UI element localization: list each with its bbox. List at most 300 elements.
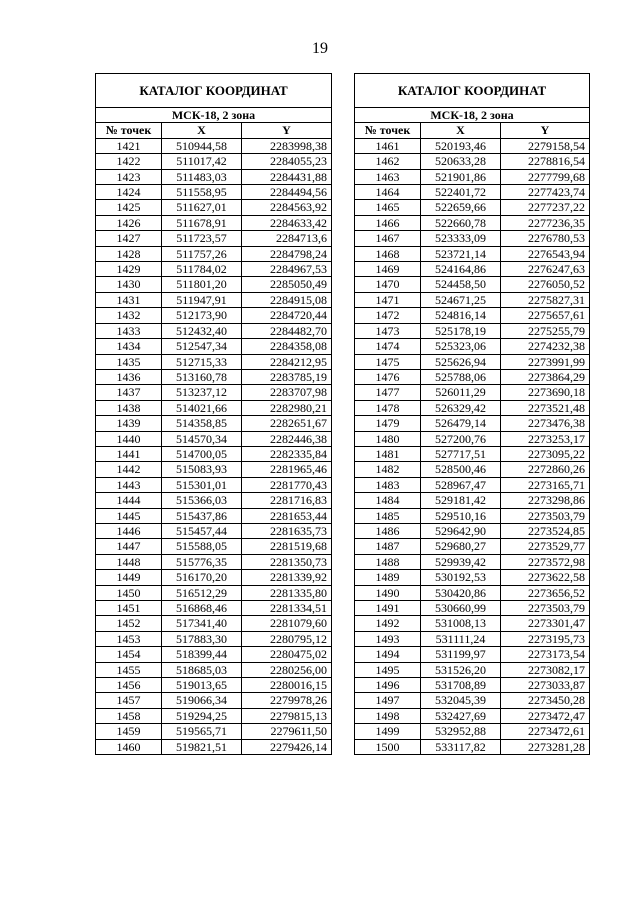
point-number-cell: 1463 <box>355 169 421 184</box>
table-row <box>96 262 332 277</box>
point-number-cell: 1426 <box>96 215 162 230</box>
point-number-cell: 1425 <box>96 200 162 215</box>
x-coordinate-cell: 517883,30 <box>162 631 242 646</box>
x-coordinate-cell: 514700,05 <box>162 446 242 461</box>
table-row <box>96 339 332 354</box>
table-row <box>96 431 332 446</box>
y-coordinate-cell: 2273864,29 <box>501 369 590 384</box>
point-number-cell: 1431 <box>96 292 162 307</box>
table-row <box>355 200 590 215</box>
x-coordinate-cell: 523721,14 <box>421 246 501 261</box>
y-coordinate-cell: 2275657,61 <box>501 308 590 323</box>
x-coordinate-cell: 523333,09 <box>421 231 501 246</box>
point-number-cell: 1451 <box>96 601 162 616</box>
y-coordinate-cell: 2284482,70 <box>242 323 332 338</box>
y-coordinate-cell: 2281635,73 <box>242 523 332 538</box>
x-coordinate-cell: 529510,16 <box>421 508 501 523</box>
table-row <box>355 215 590 230</box>
point-number-cell: 1488 <box>355 554 421 569</box>
x-coordinate-cell: 533117,82 <box>421 739 501 754</box>
y-coordinate-cell: 2284055,23 <box>242 154 332 169</box>
table-row <box>96 138 332 153</box>
y-coordinate-cell: 2281334,51 <box>242 601 332 616</box>
y-coordinate-cell: 2281350,73 <box>242 554 332 569</box>
x-coordinate-cell: 531526,20 <box>421 662 501 677</box>
table-row <box>96 308 332 323</box>
y-coordinate-cell: 2277236,35 <box>501 215 590 230</box>
y-coordinate-cell: 2273095,22 <box>501 446 590 461</box>
point-number-cell: 1464 <box>355 185 421 200</box>
table-row <box>96 154 332 169</box>
y-coordinate-cell: 2273476,38 <box>501 416 590 431</box>
y-coordinate-cell: 2273572,98 <box>501 554 590 569</box>
x-coordinate-cell: 510944,58 <box>162 138 242 153</box>
y-coordinate-cell: 2284633,42 <box>242 215 332 230</box>
x-coordinate-cell: 521901,86 <box>421 169 501 184</box>
y-coordinate-cell: 2281335,80 <box>242 585 332 600</box>
table-row <box>96 446 332 461</box>
table-row <box>355 169 590 184</box>
table-row <box>96 246 332 261</box>
y-coordinate-cell: 2284798,24 <box>242 246 332 261</box>
x-coordinate-cell: 526329,42 <box>421 400 501 415</box>
x-coordinate-cell: 513160,78 <box>162 369 242 384</box>
y-coordinate-cell: 2279978,26 <box>242 693 332 708</box>
table-row <box>355 601 590 616</box>
point-number-cell: 1500 <box>355 739 421 754</box>
table-row <box>355 262 590 277</box>
point-number-cell: 1421 <box>96 138 162 153</box>
y-coordinate-cell: 2273165,71 <box>501 477 590 492</box>
y-coordinate-cell: 2281965,46 <box>242 462 332 477</box>
point-number-cell: 1492 <box>355 616 421 631</box>
x-coordinate-cell: 511627,01 <box>162 200 242 215</box>
y-coordinate-cell: 2273503,79 <box>501 508 590 523</box>
y-coordinate-cell: 2277799,68 <box>501 169 590 184</box>
x-coordinate-cell: 529181,42 <box>421 493 501 508</box>
point-number-cell: 1470 <box>355 277 421 292</box>
table-row <box>96 354 332 369</box>
column-header-x: X <box>162 123 242 138</box>
point-number-cell: 1437 <box>96 385 162 400</box>
table-row <box>96 616 332 631</box>
x-coordinate-cell: 512432,40 <box>162 323 242 338</box>
table-row <box>96 215 332 230</box>
table-row <box>96 323 332 338</box>
table-row <box>355 508 590 523</box>
table-row <box>355 678 590 693</box>
point-number-cell: 1496 <box>355 678 421 693</box>
x-coordinate-cell: 531708,89 <box>421 678 501 693</box>
table-row <box>96 708 332 723</box>
table-row <box>355 308 590 323</box>
table-row <box>355 400 590 415</box>
table-row <box>355 416 590 431</box>
y-coordinate-cell: 2281770,43 <box>242 477 332 492</box>
table-row <box>96 493 332 508</box>
table-row <box>355 339 590 354</box>
table-row <box>96 369 332 384</box>
table-row <box>355 523 590 538</box>
table-row <box>96 724 332 739</box>
x-coordinate-cell: 512547,34 <box>162 339 242 354</box>
y-coordinate-cell: 2277237,22 <box>501 200 590 215</box>
point-number-cell: 1491 <box>355 601 421 616</box>
table-row <box>96 416 332 431</box>
y-coordinate-cell: 2282335,84 <box>242 446 332 461</box>
point-number-cell: 1447 <box>96 539 162 554</box>
y-coordinate-cell: 2282980,21 <box>242 400 332 415</box>
table-row <box>96 508 332 523</box>
point-number-cell: 1472 <box>355 308 421 323</box>
point-number-cell: 1490 <box>355 585 421 600</box>
table-row <box>96 539 332 554</box>
y-coordinate-cell: 2273690,18 <box>501 385 590 400</box>
y-coordinate-cell: 2284358,08 <box>242 339 332 354</box>
x-coordinate-cell: 520633,28 <box>421 154 501 169</box>
y-coordinate-cell: 2285050,49 <box>242 277 332 292</box>
x-coordinate-cell: 526011,29 <box>421 385 501 400</box>
y-coordinate-cell: 2273301,47 <box>501 616 590 631</box>
y-coordinate-cell: 2279815,13 <box>242 708 332 723</box>
x-coordinate-cell: 513237,12 <box>162 385 242 400</box>
x-coordinate-cell: 511558,95 <box>162 185 242 200</box>
y-coordinate-cell: 2273298,86 <box>501 493 590 508</box>
y-coordinate-cell: 2284431,88 <box>242 169 332 184</box>
y-coordinate-cell: 2279611,50 <box>242 724 332 739</box>
table-row <box>355 585 590 600</box>
x-coordinate-cell: 512173,90 <box>162 308 242 323</box>
x-coordinate-cell: 530420,86 <box>421 585 501 600</box>
point-number-cell: 1468 <box>355 246 421 261</box>
x-coordinate-cell: 525626,94 <box>421 354 501 369</box>
y-coordinate-cell: 2284720,44 <box>242 308 332 323</box>
x-coordinate-cell: 518685,03 <box>162 662 242 677</box>
point-number-cell: 1449 <box>96 570 162 585</box>
column-header-point-number: № точек <box>96 123 162 138</box>
x-coordinate-cell: 531008,13 <box>421 616 501 631</box>
y-coordinate-cell: 2273503,79 <box>501 601 590 616</box>
coordinate-catalog-left <box>95 73 332 755</box>
point-number-cell: 1436 <box>96 369 162 384</box>
x-coordinate-cell: 515457,44 <box>162 523 242 538</box>
x-coordinate-cell: 525788,06 <box>421 369 501 384</box>
y-coordinate-cell: 2284212,95 <box>242 354 332 369</box>
table-row <box>96 678 332 693</box>
catalog-subtitle: МСК-18, 2 зона <box>96 108 332 123</box>
point-number-cell: 1482 <box>355 462 421 477</box>
point-number-cell: 1435 <box>96 354 162 369</box>
table-row <box>96 693 332 708</box>
table-row <box>355 647 590 662</box>
y-coordinate-cell: 2277423,74 <box>501 185 590 200</box>
point-number-cell: 1466 <box>355 215 421 230</box>
y-coordinate-cell: 2281079,60 <box>242 616 332 631</box>
point-number-cell: 1494 <box>355 647 421 662</box>
table-row <box>355 369 590 384</box>
x-coordinate-cell: 530660,99 <box>421 601 501 616</box>
x-coordinate-cell: 514358,85 <box>162 416 242 431</box>
y-coordinate-cell: 2278816,54 <box>501 154 590 169</box>
table-row <box>96 647 332 662</box>
table-row <box>355 292 590 307</box>
table-row <box>96 523 332 538</box>
x-coordinate-cell: 528500,46 <box>421 462 501 477</box>
column-header-y: Y <box>501 123 590 138</box>
point-number-cell: 1481 <box>355 446 421 461</box>
y-coordinate-cell: 2284494,56 <box>242 185 332 200</box>
y-coordinate-cell: 2273472,47 <box>501 708 590 723</box>
x-coordinate-cell: 532045,39 <box>421 693 501 708</box>
x-coordinate-cell: 515437,86 <box>162 508 242 523</box>
point-number-cell: 1432 <box>96 308 162 323</box>
table-row <box>355 231 590 246</box>
point-number-cell: 1455 <box>96 662 162 677</box>
point-number-cell: 1454 <box>96 647 162 662</box>
x-coordinate-cell: 519565,71 <box>162 724 242 739</box>
x-coordinate-cell: 526479,14 <box>421 416 501 431</box>
point-number-cell: 1483 <box>355 477 421 492</box>
table-row <box>96 631 332 646</box>
x-coordinate-cell: 520193,46 <box>421 138 501 153</box>
point-number-cell: 1462 <box>355 154 421 169</box>
x-coordinate-cell: 511947,91 <box>162 292 242 307</box>
y-coordinate-cell: 2281653,44 <box>242 508 332 523</box>
x-coordinate-cell: 529680,27 <box>421 539 501 554</box>
table-row <box>96 554 332 569</box>
x-coordinate-cell: 515588,05 <box>162 539 242 554</box>
x-coordinate-cell: 514570,34 <box>162 431 242 446</box>
x-coordinate-cell: 529642,90 <box>421 523 501 538</box>
x-coordinate-cell: 528967,47 <box>421 477 501 492</box>
y-coordinate-cell: 2273450,28 <box>501 693 590 708</box>
x-coordinate-cell: 525178,19 <box>421 323 501 338</box>
table-row <box>355 385 590 400</box>
y-coordinate-cell: 2283707,98 <box>242 385 332 400</box>
point-number-cell: 1446 <box>96 523 162 538</box>
x-coordinate-cell: 511017,42 <box>162 154 242 169</box>
point-number-cell: 1467 <box>355 231 421 246</box>
y-coordinate-cell: 2283785,19 <box>242 369 332 384</box>
catalog-body-left <box>96 138 332 754</box>
table-row <box>355 539 590 554</box>
x-coordinate-cell: 522401,72 <box>421 185 501 200</box>
table-row <box>96 385 332 400</box>
table-row <box>96 231 332 246</box>
point-number-cell: 1474 <box>355 339 421 354</box>
point-number-cell: 1486 <box>355 523 421 538</box>
x-coordinate-cell: 530192,53 <box>421 570 501 585</box>
y-coordinate-cell: 2284563,92 <box>242 200 332 215</box>
y-coordinate-cell: 2274232,38 <box>501 339 590 354</box>
point-number-cell: 1440 <box>96 431 162 446</box>
point-number-cell: 1428 <box>96 246 162 261</box>
x-coordinate-cell: 516868,46 <box>162 601 242 616</box>
table-row <box>96 739 332 754</box>
y-coordinate-cell: 2281339,92 <box>242 570 332 585</box>
point-number-cell: 1499 <box>355 724 421 739</box>
x-coordinate-cell: 511801,20 <box>162 277 242 292</box>
point-number-cell: 1453 <box>96 631 162 646</box>
coordinate-catalog-right <box>354 73 590 755</box>
y-coordinate-cell: 2273656,52 <box>501 585 590 600</box>
y-coordinate-cell: 2280475,02 <box>242 647 332 662</box>
x-coordinate-cell: 525323,06 <box>421 339 501 354</box>
x-coordinate-cell: 532427,69 <box>421 708 501 723</box>
point-number-cell: 1497 <box>355 693 421 708</box>
x-coordinate-cell: 519066,34 <box>162 693 242 708</box>
table-row <box>355 277 590 292</box>
table-row <box>96 169 332 184</box>
x-coordinate-cell: 527717,51 <box>421 446 501 461</box>
y-coordinate-cell: 2273521,48 <box>501 400 590 415</box>
point-number-cell: 1465 <box>355 200 421 215</box>
point-number-cell: 1487 <box>355 539 421 554</box>
table-row <box>96 585 332 600</box>
point-number-cell: 1484 <box>355 493 421 508</box>
table-row <box>96 570 332 585</box>
table-row <box>355 477 590 492</box>
table-row <box>355 570 590 585</box>
x-coordinate-cell: 531111,24 <box>421 631 501 646</box>
point-number-cell: 1461 <box>355 138 421 153</box>
x-coordinate-cell: 519013,65 <box>162 678 242 693</box>
x-coordinate-cell: 515301,01 <box>162 477 242 492</box>
y-coordinate-cell: 2282651,67 <box>242 416 332 431</box>
x-coordinate-cell: 518399,44 <box>162 647 242 662</box>
column-header-x: X <box>421 123 501 138</box>
y-coordinate-cell: 2273472,61 <box>501 724 590 739</box>
y-coordinate-cell: 2276247,63 <box>501 262 590 277</box>
point-number-cell: 1489 <box>355 570 421 585</box>
table-row <box>96 200 332 215</box>
page-number: 19 <box>312 40 328 57</box>
point-number-cell: 1442 <box>96 462 162 477</box>
y-coordinate-cell: 2282446,38 <box>242 431 332 446</box>
x-coordinate-cell: 511678,91 <box>162 215 242 230</box>
x-coordinate-cell: 514021,66 <box>162 400 242 415</box>
x-coordinate-cell: 532952,88 <box>421 724 501 739</box>
table-row <box>355 708 590 723</box>
point-number-cell: 1459 <box>96 724 162 739</box>
table-row <box>355 631 590 646</box>
y-coordinate-cell: 2273195,73 <box>501 631 590 646</box>
point-number-cell: 1441 <box>96 446 162 461</box>
table-row <box>355 724 590 739</box>
table-row <box>355 462 590 477</box>
point-number-cell: 1478 <box>355 400 421 415</box>
point-number-cell: 1480 <box>355 431 421 446</box>
table-row <box>355 693 590 708</box>
table-row <box>96 292 332 307</box>
x-coordinate-cell: 516170,20 <box>162 570 242 585</box>
point-number-cell: 1476 <box>355 369 421 384</box>
point-number-cell: 1475 <box>355 354 421 369</box>
y-coordinate-cell: 2273082,17 <box>501 662 590 677</box>
point-number-cell: 1434 <box>96 339 162 354</box>
table-row <box>96 277 332 292</box>
x-coordinate-cell: 524458,50 <box>421 277 501 292</box>
point-number-cell: 1445 <box>96 508 162 523</box>
y-coordinate-cell: 2276050,52 <box>501 277 590 292</box>
x-coordinate-cell: 515366,03 <box>162 493 242 508</box>
point-number-cell: 1450 <box>96 585 162 600</box>
table-row <box>96 662 332 677</box>
y-coordinate-cell: 2281716,83 <box>242 493 332 508</box>
point-number-cell: 1471 <box>355 292 421 307</box>
y-coordinate-cell: 2284967,53 <box>242 262 332 277</box>
y-coordinate-cell: 2280256,00 <box>242 662 332 677</box>
y-coordinate-cell: 2276543,94 <box>501 246 590 261</box>
y-coordinate-cell: 2273033,87 <box>501 678 590 693</box>
y-coordinate-cell: 2281519,68 <box>242 539 332 554</box>
x-coordinate-cell: 531199,97 <box>421 647 501 662</box>
point-number-cell: 1438 <box>96 400 162 415</box>
point-number-cell: 1460 <box>96 739 162 754</box>
column-header-y: Y <box>242 123 332 138</box>
y-coordinate-cell: 2273529,77 <box>501 539 590 554</box>
point-number-cell: 1424 <box>96 185 162 200</box>
table-row <box>355 431 590 446</box>
catalog-title: КАТАЛОГ КООРДИНАТ <box>96 74 332 108</box>
x-coordinate-cell: 516512,29 <box>162 585 242 600</box>
y-coordinate-cell: 2273991,99 <box>501 354 590 369</box>
point-number-cell: 1479 <box>355 416 421 431</box>
x-coordinate-cell: 522659,66 <box>421 200 501 215</box>
point-number-cell: 1495 <box>355 662 421 677</box>
point-number-cell: 1498 <box>355 708 421 723</box>
x-coordinate-cell: 511784,02 <box>162 262 242 277</box>
x-coordinate-cell: 519821,51 <box>162 739 242 754</box>
x-coordinate-cell: 515083,93 <box>162 462 242 477</box>
table-row <box>355 662 590 677</box>
point-number-cell: 1444 <box>96 493 162 508</box>
point-number-cell: 1469 <box>355 262 421 277</box>
catalog-body-right <box>355 138 590 754</box>
point-number-cell: 1439 <box>96 416 162 431</box>
point-number-cell: 1477 <box>355 385 421 400</box>
x-coordinate-cell: 524816,14 <box>421 308 501 323</box>
y-coordinate-cell: 2273524,85 <box>501 523 590 538</box>
x-coordinate-cell: 522660,78 <box>421 215 501 230</box>
point-number-cell: 1430 <box>96 277 162 292</box>
point-number-cell: 1485 <box>355 508 421 523</box>
x-coordinate-cell: 527200,76 <box>421 431 501 446</box>
point-number-cell: 1448 <box>96 554 162 569</box>
table-row <box>355 354 590 369</box>
x-coordinate-cell: 524164,86 <box>421 262 501 277</box>
y-coordinate-cell: 2283998,38 <box>242 138 332 153</box>
table-row <box>96 462 332 477</box>
y-coordinate-cell: 2284713,6 <box>242 231 332 246</box>
table-row <box>96 400 332 415</box>
point-number-cell: 1429 <box>96 262 162 277</box>
table-row <box>355 154 590 169</box>
point-number-cell: 1433 <box>96 323 162 338</box>
table-row <box>355 138 590 153</box>
y-coordinate-cell: 2284915,08 <box>242 292 332 307</box>
y-coordinate-cell: 2280016,15 <box>242 678 332 693</box>
table-row <box>96 185 332 200</box>
x-coordinate-cell: 519294,25 <box>162 708 242 723</box>
x-coordinate-cell: 511483,03 <box>162 169 242 184</box>
y-coordinate-cell: 2279426,14 <box>242 739 332 754</box>
table-row <box>96 477 332 492</box>
table-row <box>355 246 590 261</box>
x-coordinate-cell: 517341,40 <box>162 616 242 631</box>
x-coordinate-cell: 515776,35 <box>162 554 242 569</box>
catalog-title: КАТАЛОГ КООРДИНАТ <box>355 74 590 108</box>
